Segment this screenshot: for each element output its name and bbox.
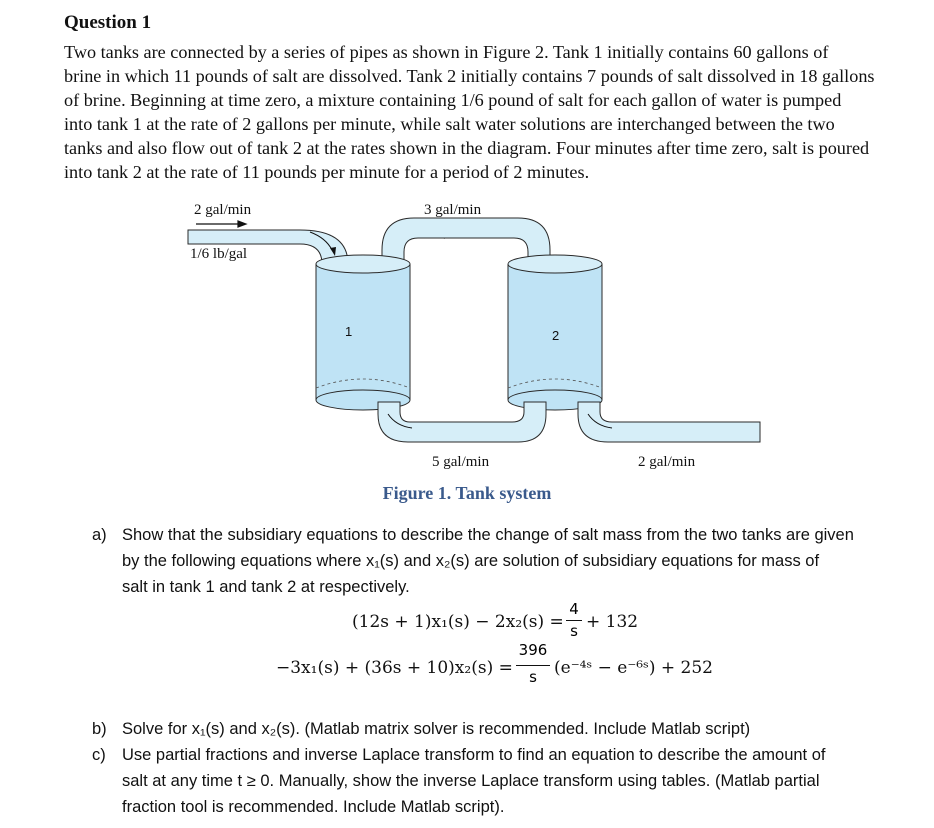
inflow-concentration-label: 1/6 lb/gal	[190, 246, 248, 262]
equation-1-rhs: + 132	[586, 612, 639, 632]
inflow-rate-label: 2 gal/min	[194, 202, 252, 218]
part-c-letter: c)	[92, 746, 106, 764]
part-b-line-1: Solve for x₁(s) and x₂(s). (Matlab matrix solver is recommended. Include Matlab script)	[122, 720, 751, 738]
outlet-pipe	[578, 402, 760, 442]
part-a-line-2: by the following equations where x₁(s) and x₂(s) are solution of subsidiary equations for mass of	[122, 552, 820, 570]
equation-1-numerator: 4	[569, 600, 579, 618]
figure-caption: Figure 1. Tank system	[382, 483, 552, 503]
equation-2-fraction-bar	[516, 665, 550, 666]
equation-1-denominator: s	[570, 622, 578, 640]
intro-line-2: brine in which 11 pounds of salt are dissolved. Tank 2 initially contains 7 pounds of salt dissolved in 18 gallons	[64, 66, 875, 86]
intro-line-6: into tank 2 at the rate of 11 pounds per minute for a period of 2 minutes.	[64, 162, 590, 182]
equation-2-denominator: s	[529, 668, 537, 686]
equation-2-rhs: (e⁻⁴ˢ − e⁻⁶ˢ) + 252	[554, 658, 713, 678]
part-a-line-3: salt in tank 1 and tank 2 at respectively.	[122, 578, 410, 596]
intro-line-3: of brine. Beginning at time zero, a mixture containing 1/6 pound of salt for each gallon of water is pumped	[64, 90, 842, 110]
part-c-line-3: fraction tool is recommended. Include Matlab script).	[122, 798, 505, 816]
tank-2-label: 2	[552, 328, 560, 343]
equation-1-fraction-bar	[566, 620, 582, 621]
part-c-line-1: Use partial fractions and inverse Laplace transform to find an equation to describe the amount of	[122, 746, 826, 764]
part-a-line-1: Show that the subsidiary equations to describe the change of salt mass from the two tanks are given	[122, 526, 854, 544]
equation-1-lhs: (12s + 1)x₁(s) − 2x₂(s) =	[352, 612, 564, 632]
tank-1	[316, 255, 410, 410]
bottom-pipe-rate-label: 5 gal/min	[432, 454, 490, 470]
inflow-arrow	[196, 221, 246, 227]
equation-2-lhs: −3x₁(s) + (36s + 10)x₂(s) =	[276, 658, 513, 678]
equation-2-numerator: 396	[518, 641, 548, 659]
tank-1-label: 1	[345, 324, 353, 339]
outflow-rate-label: 2 gal/min	[638, 454, 696, 470]
intro-line-1: Two tanks are connected by a series of pipes as shown in Figure 2. Tank 1 initially contains 60 gallons of	[64, 42, 829, 62]
part-a-letter: a)	[92, 526, 107, 544]
tank-2	[508, 255, 602, 410]
intro-line-4: into tank 1 at the rate of 2 gallons per minute, while salt water solutions are interchanged between the two	[64, 114, 835, 134]
bottom-connecting-pipe	[378, 402, 546, 442]
question-title: Question 1	[64, 12, 152, 33]
intro-line-5: tanks and also flow out of tank 2 at the rates shown in the diagram. Four minutes after time zero, salt is poured	[64, 138, 870, 158]
tank-system-figure	[160, 192, 780, 477]
part-c-line-2: salt at any time t ≥ 0. Manually, show the inverse Laplace transform using tables. (Matlab partial	[122, 772, 820, 790]
part-b-letter: b)	[92, 720, 107, 738]
top-pipe-rate-label: 3 gal/min	[424, 202, 482, 218]
